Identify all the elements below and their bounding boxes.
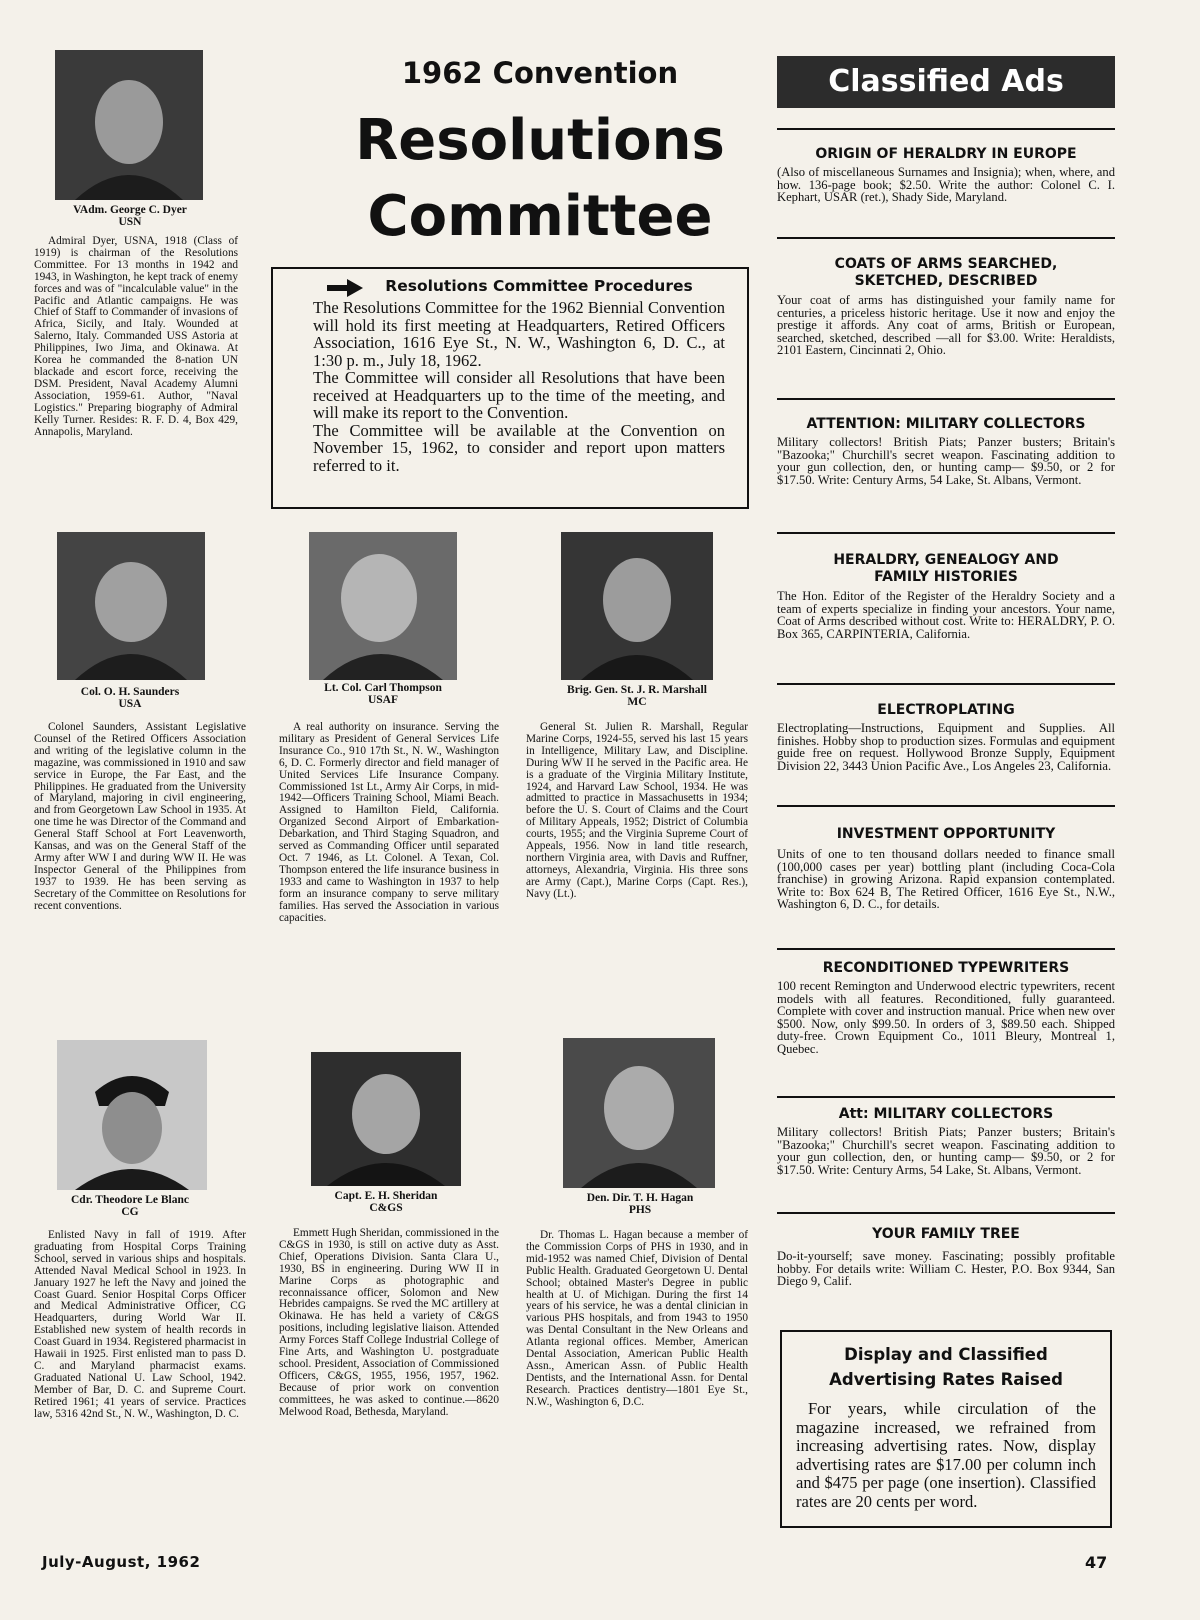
ad-heading: RECONDITIONED TYPEWRITERS xyxy=(822,960,1070,976)
headline-line2: Committee xyxy=(367,184,713,249)
member-service: MC xyxy=(627,696,647,708)
divider xyxy=(777,948,1115,950)
portrait-photo-icon xyxy=(309,532,457,680)
caption-saunders xyxy=(40,686,220,710)
ad-body: Your coat of arms has distinguished your family name for centuries, a priceless historic heritage. Use it now and enjoy the prestige it affords. Any coat of arms, British or European, searched, sketched, described —all for $3.00. Write: Heraldists, 2101 Eastern, Cincinnati 2, Ohio. xyxy=(777,293,1115,357)
member-name: VAdm. George C. Dyer xyxy=(73,204,187,216)
caption-sheridan xyxy=(286,1190,486,1214)
member-service: CG xyxy=(121,1206,139,1218)
bio-sheridan: Emmett Hugh Sheridan, commissioned in the C&GS in 1930, is still on active duty as Asst. Chief, Operations Division. Santa Clara U., 1930, BS in engineering. During WW II in Marine Corps as photographic and reconnaissance officer, Solomon and New Hebrides campaigns. Se rved the MC artillery at Okinawa. He has held a variety of C&GS positions, including legislative liaison. Attended Army Forces Staff College Industrial College of Fine Arts, and Washington U. postgraduate school. President, Association of Commissioned Officers, C&GS, 1955, 1956, 1957, 1962. Because of prior work on convention committees, he was asked to continue.—8620 Melwood Road, Bethesda, Maryland. xyxy=(279,1227,499,1418)
divider xyxy=(777,237,1115,239)
member-service: C&GS xyxy=(369,1202,403,1214)
ad-heading: ORIGIN OF HERALDRY IN EUROPE xyxy=(815,146,1077,162)
portrait-photo-hagan xyxy=(563,1038,715,1188)
caption-hagan xyxy=(540,1192,740,1216)
divider xyxy=(777,398,1115,400)
caption-dyer xyxy=(40,204,220,228)
caption-marshall xyxy=(530,684,744,708)
member-service: USAF xyxy=(367,694,399,706)
ad-heading: ELECTROPLATING xyxy=(877,702,1015,718)
portrait-photo-marshall xyxy=(561,532,713,680)
portrait-photo-le-blanc xyxy=(57,1040,207,1190)
ad-body: Military collectors! British Piats; Panzer busters; Britain's "Bazooka;" Churchill's secret weapon. Fascinating addition to your gun collection, den, or hunting camp— $9.50, or 2 for $17.50. Write: Century Arms, 54 Lake, St. Albans, Vermont. xyxy=(777,435,1115,487)
caption-le-blanc xyxy=(40,1194,220,1218)
ad-heading: ATTENTION: MILITARY COLLECTORS xyxy=(806,416,1086,432)
member-service: USN xyxy=(118,216,142,228)
bio-marshall: General St. Julien R. Marshall, Regular Marine Corps, 1924-55, served his last 15 years in Intelligence, Military Law, and Discipline. During WW II he served in the Pacific area. He is a graduate of the Virginia Military Institute, 1924, and Harvard Law School, 1934. He was admitted to practice in Massachusetts in 1934; before the U. S. Court of Claims and the Court of Military Appeals, 1952; District of Columbia courts, 1955; and the Virginia Supreme Court of Appeals, 1956. Now in land title research, northern Virginia area, with Davis and Ruffner, attorneys, Alexandria, Virginia. His three sons are Army (Capt.), Marine Corps (Capt. Res.), Navy (Lt.). xyxy=(526,721,748,900)
ad-heading: Att: MILITARY COLLECTORS xyxy=(838,1106,1054,1122)
rates-title-line2: Advertising Rates Raised xyxy=(829,1370,1063,1389)
procedures-paragraph-2: The Committee will consider all Resolutions that have been received at Headquarters up to the time of the meeting, and will make its report to the Convention. xyxy=(313,368,725,422)
bio-le-blanc: Enlisted Navy in fall of 1919. After graduating from Hospital Corps Training School, served in various ships and hospitals. Attended Naval Medical School in 1923. In January 1927 he left the Navy and joined the Coast Guard. Senior Hospital Corps Officer and Medical Administrative Officer, CG Headquarters, during World War II. Established new system of health records in Coast Guard in 1934. Registered pharmacist in Hawaii in 1925. First enlisted man to pass D. C. and Maryland pharmacist exams. Graduated National U. Law School, 1942. Member of Bar, D. C. and Supreme Court. Retired 1961; 41 years of service. Practices law, 5316 42nd St., N. W., Washington, D. C. xyxy=(34,1229,246,1420)
divider xyxy=(777,128,1115,130)
ad-heading: INVESTMENT OPPORTUNITY xyxy=(836,826,1056,842)
bio-hagan: Dr. Thomas L. Hagan because a member of the Commission Corps of PHS in 1930, and in mid-1952 was named Chief, Division of Dental Public Health. Graduated Georgetown U. Dental School; obtained Master's Degree in public health at U. of Michigan. During the first 14 years of his service, he was a dental clinician in various PHS hospitals, and from 1943 to 1950 was Dental Consultant in the New Orleans and Atlanta regional offices. Member, American Dental Association, American Public Health Assn., American Assn. of Public Health Dentists, and the International Assn. for Dental Research. Practices dentistry—1801 Eye St., N.W., Washington 6, D.C. xyxy=(526,1229,748,1408)
procedures-box xyxy=(271,267,749,509)
ad-body: Electroplating—Instructions, Equipment and Supplies. All finishes. Hobby shop to production sizes. Formulas and equipment guide free on request. Hollywood Bronze Supply, Equipment Division 22, 3443 Union Pacific Ave., Los Angeles 23, California. xyxy=(777,721,1115,773)
portrait-photo-icon xyxy=(563,1038,715,1188)
ad-heading: COATS OF ARMS SEARCHED, SKETCHED, DESCRIBED xyxy=(834,256,1058,289)
member-service: USA xyxy=(118,698,142,710)
page-number: 47 xyxy=(1085,1553,1108,1572)
ad-body: (Also of miscellaneous Surnames and Insignia); when, where, and how. 136-page book; $2.50. Write the author: Colonel C. I. Kephart, USAR (ret.), Shady Side, Maryland. xyxy=(777,165,1115,204)
classified-banner: Classified Ads xyxy=(777,56,1115,108)
headline-line1: Resolutions xyxy=(355,108,725,173)
divider xyxy=(777,1212,1115,1214)
member-name: Den. Dir. T. H. Hagan xyxy=(586,1192,694,1204)
portrait-photo-saunders xyxy=(57,532,205,680)
ad-body: Units of one to ten thousand dollars needed to finance small (100,000 cases per year) bottling plant (including Coca-Cola franchise) in growing Arizona. Rapid expansion contemplated. Write to: Box 624 B, The Retired Officer, 1616 Eye St., N.W., Washington 6, D. C., for details. xyxy=(777,847,1115,911)
portrait-photo-icon xyxy=(57,532,205,680)
rates-body: For years, while circulation of the magazine increased, we refrained from increasing advertising rates. Now, display advertising rates are $17.00 per column inch and $475 per page (one insertion). Classified rates are 20 cents per word. xyxy=(796,1399,1096,1511)
portrait-photo-thompson xyxy=(309,532,457,680)
ad-heading: YOUR FAMILY TREE xyxy=(872,1226,1020,1242)
rates-title-line1: Display and Classified xyxy=(844,1345,1048,1364)
right-arrow-icon xyxy=(327,279,363,297)
divider xyxy=(777,805,1115,807)
bio-saunders: Colonel Saunders, Assistant Legislative Counsel of the Retired Officers Association and writing of the legislative column in the magazine, was commissioned in 1910 and saw service in Europe, the Far East, and the Philippines. He graduated from the University of Maryland, majoring in civil engineering, and from Georgetown Law School in 1935. At one time he was Director of the Command and General Staff School at Fort Leavenworth, Kansas, and was on the General Staff of the Army after WW I and during WW II. He was Inspector General of the Philippines from 1937 to 1939. He has been serving as Secretary of the Committee on Resolutions for recent conventions. xyxy=(34,721,246,912)
procedures-title: Resolutions Committee Procedures xyxy=(385,277,693,295)
member-name: Brig. Gen. St. J. R. Marshall xyxy=(567,684,707,696)
ad-body: The Hon. Editor of the Register of the Heraldry Society and a team of experts specialize in finding your ancestors. Your name, Coat of Arms described without cost. Write to: HERALDRY, P. O. Box 365, CARPINTERIA, California. xyxy=(777,589,1115,641)
portrait-photo-icon xyxy=(311,1052,461,1186)
headline-kicker: 1962 Convention xyxy=(401,56,679,90)
procedures-paragraph-3: The Committee will be available at the Convention on November 15, 1962, to consider and report upon matters referred to it. xyxy=(313,420,725,475)
divider xyxy=(777,532,1115,534)
member-name: Col. O. H. Saunders xyxy=(80,686,180,698)
divider xyxy=(777,683,1115,685)
rates-box xyxy=(780,1330,1112,1528)
member-service: PHS xyxy=(628,1204,652,1216)
portrait-photo-sheridan xyxy=(311,1052,461,1186)
footer-date: July-August, 1962 xyxy=(42,1553,201,1571)
bio-thompson: A real authority on insurance. Serving the military as President of General Services Life Insurance Co., 910 17th St., N. W., Washington 6, D. C. Formerly director and field manager of United Services Life Insurance Company. Commissioned 1st Lt., Army Air Corps, in mid-1942—Officers Training School, Miami Beach. Assigned to Hamilton Field, California. Organized Second Airport of Embarkation-Debarkation, and Third Staging Squadron, and served as Commanding Officer until separated Oct. 7 1946, as Lt. Colonel. A Texan, Col. Thompson entered the life insurance business in 1933 and came to Washington in 1937 to help form an insurance company to serve military families. Has served the Association in various capacities. xyxy=(279,721,499,924)
portrait-photo-icon xyxy=(55,50,203,200)
divider xyxy=(777,1096,1115,1098)
procedures-paragraph-1: The Resolutions Committee for the 1962 Biennial Convention will hold its first meeting at Headquarters, Retired Officers Association, 1616 Eye St., N. W., Washington 6, D. C., at 1:30 p. m., July 18, 1962. xyxy=(313,298,725,370)
portrait-photo-dyer xyxy=(55,50,203,200)
member-name: Cdr. Theodore Le Blanc xyxy=(71,1194,189,1206)
ad-body: Military collectors! British Piats; Panzer busters; Britain's "Bazooka;" Churchill's secret weapon. Fascinating addition to your gun collection, den, or hunting camp— $9.50, or 2 for $17.50. Write: Century Arms, 54 Lake, St. Albans, Vermont. xyxy=(777,1125,1115,1177)
ad-body: 100 recent Remington and Underwood electric typewriters, recent models with all features. Reconditioned, fully guaranteed. Complete with cover and instruction manual. Price when new over $500. Now, only $99.50. In orders of 3, $89.50 each. Shipped duty-free. Crown Equipment Co., 1011 Bleury, Montreal 1, Quebec. xyxy=(777,979,1115,1056)
caption-thompson xyxy=(290,682,476,706)
member-name: Capt. E. H. Sheridan xyxy=(334,1190,438,1202)
ad-body: Do-it-yourself; save money. Fascinating; possibly profitable hobby. For details write: William C. Hester, P.O. Box 9344, San Diego 9, Calif. xyxy=(777,1249,1115,1288)
portrait-photo-icon xyxy=(561,532,713,680)
ad-heading: HERALDRY, GENEALOGY AND FAMILY HISTORIES xyxy=(833,552,1059,585)
bio-dyer: Admiral Dyer, USNA, 1918 (Class of 1919) is chairman of the Resolutions Committee. For 13 months in 1942 and 1943, in Washington, he kept track of enemy forces and was of "incalculable value" in the Pacific and Atlantic campaigns. He was Chief of Staff to Commander of invasions of Africa, Sicily, and Italy. Wounded at Salerno, Italy. Commanded USS Astoria at Philippines, Iwo Jima, and Okinawa. At Korea he commanded the 8-nation UN blackade and escort force, receiving the DSM. President, Naval Academy Alumni Association, 1959-61. Author, "Naval Logistics." Preparing biography of Admiral Kelly Turner. Resides: R. F. D. 4, Box 429, Annapolis, Maryland. xyxy=(34,235,238,438)
member-name: Lt. Col. Carl Thompson xyxy=(324,682,442,694)
portrait-photo-icon xyxy=(57,1040,207,1190)
